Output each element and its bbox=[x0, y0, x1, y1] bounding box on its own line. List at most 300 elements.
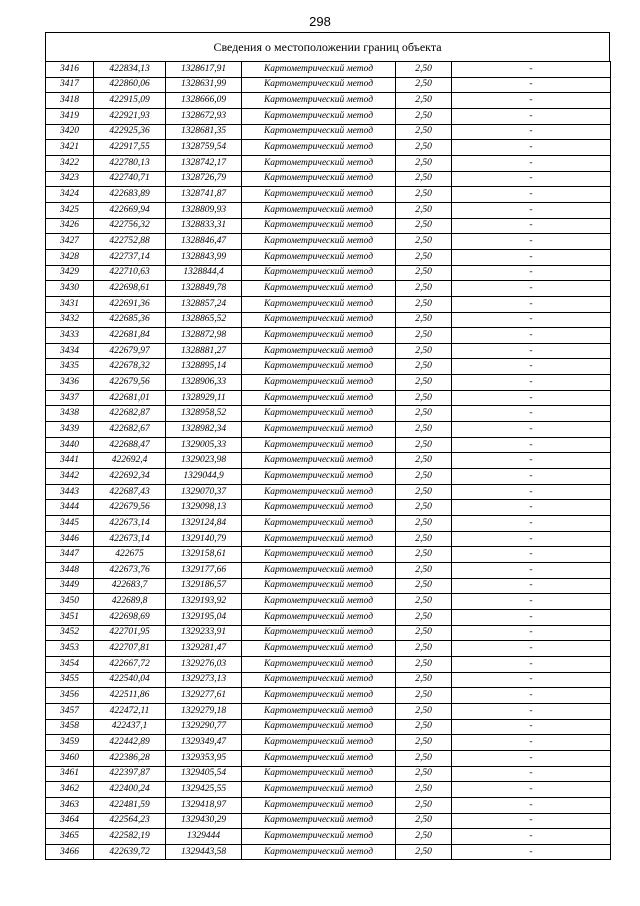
x-coordinate-cell: 422472,11 bbox=[94, 703, 166, 719]
x-coordinate-cell: 422582,19 bbox=[94, 829, 166, 845]
point-number-cell: 3444 bbox=[46, 500, 94, 516]
x-coordinate-cell: 422692,4 bbox=[94, 453, 166, 469]
accuracy-cell: 2,50 bbox=[396, 202, 452, 218]
table-row bbox=[46, 735, 611, 751]
description-cell: - bbox=[452, 656, 611, 672]
x-coordinate-cell: 422397,87 bbox=[94, 766, 166, 782]
method-cell: Картометрический метод bbox=[242, 500, 396, 516]
point-number-cell: 3446 bbox=[46, 531, 94, 547]
x-coordinate-cell: 422860,06 bbox=[94, 77, 166, 93]
y-coordinate-cell: 1329098,13 bbox=[166, 500, 242, 516]
accuracy-cell: 2,50 bbox=[396, 296, 452, 312]
description-cell: - bbox=[452, 265, 611, 281]
table-row bbox=[46, 531, 611, 547]
x-coordinate-cell: 422710,63 bbox=[94, 265, 166, 281]
description-cell: - bbox=[452, 422, 611, 438]
y-coordinate-cell: 1328895,14 bbox=[166, 359, 242, 375]
table-row bbox=[46, 469, 611, 485]
table-row bbox=[46, 202, 611, 218]
table-row bbox=[46, 155, 611, 171]
point-number-cell: 3433 bbox=[46, 328, 94, 344]
point-number-cell: 3458 bbox=[46, 719, 94, 735]
accuracy-cell: 2,50 bbox=[396, 390, 452, 406]
accuracy-cell: 2,50 bbox=[396, 328, 452, 344]
point-number-cell: 3420 bbox=[46, 124, 94, 140]
description-cell: - bbox=[452, 641, 611, 657]
point-number-cell: 3456 bbox=[46, 688, 94, 704]
description-cell: - bbox=[452, 563, 611, 579]
accuracy-cell: 2,50 bbox=[396, 641, 452, 657]
description-cell: - bbox=[452, 296, 611, 312]
accuracy-cell: 2,50 bbox=[396, 437, 452, 453]
description-cell: - bbox=[452, 719, 611, 735]
x-coordinate-cell: 422689,8 bbox=[94, 594, 166, 610]
method-cell: Картометрический метод bbox=[242, 782, 396, 798]
description-cell: - bbox=[452, 688, 611, 704]
accuracy-cell: 2,50 bbox=[396, 406, 452, 422]
y-coordinate-cell: 1328742,17 bbox=[166, 155, 242, 171]
point-number-cell: 3442 bbox=[46, 469, 94, 485]
point-number-cell: 3445 bbox=[46, 516, 94, 532]
point-number-cell: 3439 bbox=[46, 422, 94, 438]
x-coordinate-cell: 422915,09 bbox=[94, 93, 166, 109]
x-coordinate-cell: 422540,04 bbox=[94, 672, 166, 688]
y-coordinate-cell: 1328846,47 bbox=[166, 234, 242, 250]
description-cell: - bbox=[452, 750, 611, 766]
y-coordinate-cell: 1329186,57 bbox=[166, 578, 242, 594]
accuracy-cell: 2,50 bbox=[396, 829, 452, 845]
description-cell: - bbox=[452, 93, 611, 109]
y-coordinate-cell: 1329023,98 bbox=[166, 453, 242, 469]
table-row bbox=[46, 641, 611, 657]
y-coordinate-cell: 1329405,54 bbox=[166, 766, 242, 782]
y-coordinate-cell: 1329158,61 bbox=[166, 547, 242, 563]
point-number-cell: 3451 bbox=[46, 609, 94, 625]
description-cell: - bbox=[452, 829, 611, 845]
point-number-cell: 3450 bbox=[46, 594, 94, 610]
y-coordinate-cell: 1328843,99 bbox=[166, 249, 242, 265]
y-coordinate-cell: 1328809,93 bbox=[166, 202, 242, 218]
accuracy-cell: 2,50 bbox=[396, 813, 452, 829]
accuracy-cell: 2,50 bbox=[396, 594, 452, 610]
x-coordinate-cell: 422667,72 bbox=[94, 656, 166, 672]
point-number-cell: 3426 bbox=[46, 218, 94, 234]
y-coordinate-cell: 1328881,27 bbox=[166, 343, 242, 359]
point-number-cell: 3424 bbox=[46, 187, 94, 203]
method-cell: Картометрический метод bbox=[242, 296, 396, 312]
y-coordinate-cell: 1329353,95 bbox=[166, 750, 242, 766]
y-coordinate-cell: 1329177,66 bbox=[166, 563, 242, 579]
table-row bbox=[46, 594, 611, 610]
description-cell: - bbox=[452, 281, 611, 297]
y-coordinate-cell: 1329124,84 bbox=[166, 516, 242, 532]
method-cell: Картометрический метод bbox=[242, 516, 396, 532]
x-coordinate-cell: 422682,67 bbox=[94, 422, 166, 438]
y-coordinate-cell: 1329425,55 bbox=[166, 782, 242, 798]
method-cell: Картометрический метод bbox=[242, 390, 396, 406]
accuracy-cell: 2,50 bbox=[396, 375, 452, 391]
accuracy-cell: 2,50 bbox=[396, 218, 452, 234]
y-coordinate-cell: 1329276,03 bbox=[166, 656, 242, 672]
point-number-cell: 3466 bbox=[46, 844, 94, 860]
accuracy-cell: 2,50 bbox=[396, 93, 452, 109]
point-number-cell: 3440 bbox=[46, 437, 94, 453]
y-coordinate-cell: 1329444 bbox=[166, 829, 242, 845]
accuracy-cell: 2,50 bbox=[396, 672, 452, 688]
point-number-cell: 3448 bbox=[46, 563, 94, 579]
point-number-cell: 3430 bbox=[46, 281, 94, 297]
x-coordinate-cell: 422673,14 bbox=[94, 516, 166, 532]
description-cell: - bbox=[452, 343, 611, 359]
description-cell: - bbox=[452, 609, 611, 625]
point-number-cell: 3432 bbox=[46, 312, 94, 328]
point-number-cell: 3465 bbox=[46, 829, 94, 845]
method-cell: Картометрический метод bbox=[242, 688, 396, 704]
description-cell: - bbox=[452, 328, 611, 344]
x-coordinate-cell: 422921,93 bbox=[94, 108, 166, 124]
method-cell: Картометрический метод bbox=[242, 93, 396, 109]
x-coordinate-cell: 422917,55 bbox=[94, 140, 166, 156]
table-row bbox=[46, 108, 611, 124]
y-coordinate-cell: 1329349,47 bbox=[166, 735, 242, 751]
method-cell: Картометрический метод bbox=[242, 124, 396, 140]
table-row bbox=[46, 516, 611, 532]
accuracy-cell: 2,50 bbox=[396, 531, 452, 547]
x-coordinate-cell: 422834,13 bbox=[94, 62, 166, 78]
method-cell: Картометрический метод bbox=[242, 202, 396, 218]
method-cell: Картометрический метод bbox=[242, 187, 396, 203]
x-coordinate-cell: 422780,13 bbox=[94, 155, 166, 171]
table-row bbox=[46, 218, 611, 234]
x-coordinate-cell: 422639,72 bbox=[94, 844, 166, 860]
method-cell: Картометрический метод bbox=[242, 62, 396, 78]
point-number-cell: 3417 bbox=[46, 77, 94, 93]
x-coordinate-cell: 422692,34 bbox=[94, 469, 166, 485]
table-row bbox=[46, 813, 611, 829]
x-coordinate-cell: 422737,14 bbox=[94, 249, 166, 265]
accuracy-cell: 2,50 bbox=[396, 77, 452, 93]
x-coordinate-cell: 422682,87 bbox=[94, 406, 166, 422]
x-coordinate-cell: 422698,61 bbox=[94, 281, 166, 297]
description-cell: - bbox=[452, 406, 611, 422]
accuracy-cell: 2,50 bbox=[396, 453, 452, 469]
point-number-cell: 3434 bbox=[46, 343, 94, 359]
table-title: Сведения о местоположении границ объекта bbox=[45, 32, 610, 61]
point-number-cell: 3429 bbox=[46, 265, 94, 281]
accuracy-cell: 2,50 bbox=[396, 124, 452, 140]
x-coordinate-cell: 422698,69 bbox=[94, 609, 166, 625]
coordinates-table-body bbox=[46, 62, 611, 860]
description-cell: - bbox=[452, 594, 611, 610]
accuracy-cell: 2,50 bbox=[396, 469, 452, 485]
table-row bbox=[46, 719, 611, 735]
x-coordinate-cell: 422481,59 bbox=[94, 797, 166, 813]
table-row bbox=[46, 359, 611, 375]
description-cell: - bbox=[452, 782, 611, 798]
point-number-cell: 3423 bbox=[46, 171, 94, 187]
table-row bbox=[46, 390, 611, 406]
description-cell: - bbox=[452, 500, 611, 516]
description-cell: - bbox=[452, 547, 611, 563]
description-cell: - bbox=[452, 218, 611, 234]
point-number-cell: 3457 bbox=[46, 703, 94, 719]
y-coordinate-cell: 1328872,98 bbox=[166, 328, 242, 344]
y-coordinate-cell: 1328759,54 bbox=[166, 140, 242, 156]
method-cell: Картометрический метод bbox=[242, 359, 396, 375]
x-coordinate-cell: 422752,88 bbox=[94, 234, 166, 250]
description-cell: - bbox=[452, 312, 611, 328]
description-cell: - bbox=[452, 531, 611, 547]
y-coordinate-cell: 1329277,61 bbox=[166, 688, 242, 704]
accuracy-cell: 2,50 bbox=[396, 766, 452, 782]
point-number-cell: 3435 bbox=[46, 359, 94, 375]
method-cell: Картометрический метод bbox=[242, 719, 396, 735]
description-cell: - bbox=[452, 375, 611, 391]
table-row bbox=[46, 797, 611, 813]
accuracy-cell: 2,50 bbox=[396, 312, 452, 328]
accuracy-cell: 2,50 bbox=[396, 265, 452, 281]
point-number-cell: 3454 bbox=[46, 656, 94, 672]
method-cell: Картометрический метод bbox=[242, 328, 396, 344]
page-number: 298 bbox=[309, 14, 331, 29]
description-cell: - bbox=[452, 484, 611, 500]
accuracy-cell: 2,50 bbox=[396, 578, 452, 594]
method-cell: Картометрический метод bbox=[242, 766, 396, 782]
table-row bbox=[46, 281, 611, 297]
table-row bbox=[46, 625, 611, 641]
table-row bbox=[46, 249, 611, 265]
table-row bbox=[46, 234, 611, 250]
method-cell: Картометрический метод bbox=[242, 750, 396, 766]
table-row bbox=[46, 296, 611, 312]
method-cell: Картометрический метод bbox=[242, 375, 396, 391]
point-number-cell: 3453 bbox=[46, 641, 94, 657]
x-coordinate-cell: 422683,7 bbox=[94, 578, 166, 594]
y-coordinate-cell: 1329233,91 bbox=[166, 625, 242, 641]
table-row bbox=[46, 578, 611, 594]
y-coordinate-cell: 1329279,18 bbox=[166, 703, 242, 719]
accuracy-cell: 2,50 bbox=[396, 422, 452, 438]
method-cell: Картометрический метод bbox=[242, 155, 396, 171]
method-cell: Картометрический метод bbox=[242, 469, 396, 485]
coordinates-table bbox=[45, 61, 611, 860]
point-number-cell: 3437 bbox=[46, 390, 94, 406]
table-row bbox=[46, 406, 611, 422]
description-cell: - bbox=[452, 516, 611, 532]
method-cell: Картометрический метод bbox=[242, 77, 396, 93]
y-coordinate-cell: 1329430,29 bbox=[166, 813, 242, 829]
accuracy-cell: 2,50 bbox=[396, 797, 452, 813]
method-cell: Картометрический метод bbox=[242, 844, 396, 860]
method-cell: Картометрический метод bbox=[242, 484, 396, 500]
description-cell: - bbox=[452, 155, 611, 171]
x-coordinate-cell: 422679,97 bbox=[94, 343, 166, 359]
description-cell: - bbox=[452, 437, 611, 453]
method-cell: Картометрический метод bbox=[242, 281, 396, 297]
x-coordinate-cell: 422756,32 bbox=[94, 218, 166, 234]
y-coordinate-cell: 1328631,99 bbox=[166, 77, 242, 93]
y-coordinate-cell: 1328844,4 bbox=[166, 265, 242, 281]
x-coordinate-cell: 422386,28 bbox=[94, 750, 166, 766]
y-coordinate-cell: 1329281,47 bbox=[166, 641, 242, 657]
table-row bbox=[46, 93, 611, 109]
x-coordinate-cell: 422400,24 bbox=[94, 782, 166, 798]
x-coordinate-cell: 422681,01 bbox=[94, 390, 166, 406]
description-cell: - bbox=[452, 390, 611, 406]
accuracy-cell: 2,50 bbox=[396, 155, 452, 171]
point-number-cell: 3455 bbox=[46, 672, 94, 688]
point-number-cell: 3464 bbox=[46, 813, 94, 829]
description-cell: - bbox=[452, 844, 611, 860]
description-cell: - bbox=[452, 797, 611, 813]
x-coordinate-cell: 422437,1 bbox=[94, 719, 166, 735]
y-coordinate-cell: 1329273,13 bbox=[166, 672, 242, 688]
x-coordinate-cell: 422678,32 bbox=[94, 359, 166, 375]
x-coordinate-cell: 422701,95 bbox=[94, 625, 166, 641]
table-row bbox=[46, 265, 611, 281]
description-cell: - bbox=[452, 171, 611, 187]
y-coordinate-cell: 1329193,92 bbox=[166, 594, 242, 610]
table-row bbox=[46, 343, 611, 359]
y-coordinate-cell: 1328865,52 bbox=[166, 312, 242, 328]
method-cell: Картометрический метод bbox=[242, 140, 396, 156]
accuracy-cell: 2,50 bbox=[396, 500, 452, 516]
table-row bbox=[46, 656, 611, 672]
y-coordinate-cell: 1328833,31 bbox=[166, 218, 242, 234]
point-number-cell: 3461 bbox=[46, 766, 94, 782]
accuracy-cell: 2,50 bbox=[396, 484, 452, 500]
point-number-cell: 3459 bbox=[46, 735, 94, 751]
x-coordinate-cell: 422925,36 bbox=[94, 124, 166, 140]
description-cell: - bbox=[452, 469, 611, 485]
x-coordinate-cell: 422688,47 bbox=[94, 437, 166, 453]
table-row bbox=[46, 484, 611, 500]
method-cell: Картометрический метод bbox=[242, 406, 396, 422]
y-coordinate-cell: 1328666,09 bbox=[166, 93, 242, 109]
y-coordinate-cell: 1328929,11 bbox=[166, 390, 242, 406]
x-coordinate-cell: 422511,86 bbox=[94, 688, 166, 704]
table-row bbox=[46, 609, 611, 625]
x-coordinate-cell: 422707,81 bbox=[94, 641, 166, 657]
description-cell: - bbox=[452, 124, 611, 140]
method-cell: Картометрический метод bbox=[242, 218, 396, 234]
accuracy-cell: 2,50 bbox=[396, 249, 452, 265]
y-coordinate-cell: 1329005,33 bbox=[166, 437, 242, 453]
table-row bbox=[46, 500, 611, 516]
y-coordinate-cell: 1328857,24 bbox=[166, 296, 242, 312]
accuracy-cell: 2,50 bbox=[396, 547, 452, 563]
point-number-cell: 3449 bbox=[46, 578, 94, 594]
point-number-cell: 3427 bbox=[46, 234, 94, 250]
x-coordinate-cell: 422687,43 bbox=[94, 484, 166, 500]
accuracy-cell: 2,50 bbox=[396, 281, 452, 297]
method-cell: Картометрический метод bbox=[242, 312, 396, 328]
point-number-cell: 3421 bbox=[46, 140, 94, 156]
method-cell: Картометрический метод bbox=[242, 108, 396, 124]
x-coordinate-cell: 422679,56 bbox=[94, 375, 166, 391]
method-cell: Картометрический метод bbox=[242, 563, 396, 579]
table-row bbox=[46, 547, 611, 563]
table-row bbox=[46, 672, 611, 688]
y-coordinate-cell: 1328906,33 bbox=[166, 375, 242, 391]
table-row bbox=[46, 375, 611, 391]
description-cell: - bbox=[452, 625, 611, 641]
accuracy-cell: 2,50 bbox=[396, 844, 452, 860]
table-row bbox=[46, 187, 611, 203]
table-row bbox=[46, 328, 611, 344]
x-coordinate-cell: 422564,23 bbox=[94, 813, 166, 829]
method-cell: Картометрический метод bbox=[242, 547, 396, 563]
accuracy-cell: 2,50 bbox=[396, 625, 452, 641]
method-cell: Картометрический метод bbox=[242, 422, 396, 438]
table-row bbox=[46, 77, 611, 93]
point-number-cell: 3425 bbox=[46, 202, 94, 218]
point-number-cell: 3462 bbox=[46, 782, 94, 798]
point-number-cell: 3416 bbox=[46, 62, 94, 78]
description-cell: - bbox=[452, 813, 611, 829]
accuracy-cell: 2,50 bbox=[396, 688, 452, 704]
method-cell: Картометрический метод bbox=[242, 437, 396, 453]
accuracy-cell: 2,50 bbox=[396, 656, 452, 672]
point-number-cell: 3438 bbox=[46, 406, 94, 422]
y-coordinate-cell: 1328681,35 bbox=[166, 124, 242, 140]
y-coordinate-cell: 1329418,97 bbox=[166, 797, 242, 813]
accuracy-cell: 2,50 bbox=[396, 735, 452, 751]
accuracy-cell: 2,50 bbox=[396, 140, 452, 156]
table-row bbox=[46, 171, 611, 187]
y-coordinate-cell: 1329140,79 bbox=[166, 531, 242, 547]
point-number-cell: 3418 bbox=[46, 93, 94, 109]
y-coordinate-cell: 1329195,04 bbox=[166, 609, 242, 625]
method-cell: Картометрический метод bbox=[242, 343, 396, 359]
table-row bbox=[46, 62, 611, 78]
point-number-cell: 3431 bbox=[46, 296, 94, 312]
table-row bbox=[46, 140, 611, 156]
description-cell: - bbox=[452, 62, 611, 78]
description-cell: - bbox=[452, 187, 611, 203]
method-cell: Картометрический метод bbox=[242, 594, 396, 610]
boundary-table-sheet bbox=[45, 32, 610, 860]
x-coordinate-cell: 422669,94 bbox=[94, 202, 166, 218]
description-cell: - bbox=[452, 108, 611, 124]
method-cell: Картометрический метод bbox=[242, 453, 396, 469]
accuracy-cell: 2,50 bbox=[396, 703, 452, 719]
y-coordinate-cell: 1329070,37 bbox=[166, 484, 242, 500]
point-number-cell: 3463 bbox=[46, 797, 94, 813]
y-coordinate-cell: 1328672,93 bbox=[166, 108, 242, 124]
y-coordinate-cell: 1329044,9 bbox=[166, 469, 242, 485]
accuracy-cell: 2,50 bbox=[396, 187, 452, 203]
point-number-cell: 3436 bbox=[46, 375, 94, 391]
description-cell: - bbox=[452, 77, 611, 93]
accuracy-cell: 2,50 bbox=[396, 563, 452, 579]
method-cell: Картометрический метод bbox=[242, 703, 396, 719]
method-cell: Картометрический метод bbox=[242, 171, 396, 187]
y-coordinate-cell: 1328958,52 bbox=[166, 406, 242, 422]
method-cell: Картометрический метод bbox=[242, 829, 396, 845]
method-cell: Картометрический метод bbox=[242, 625, 396, 641]
x-coordinate-cell: 422683,89 bbox=[94, 187, 166, 203]
method-cell: Картометрический метод bbox=[242, 656, 396, 672]
y-coordinate-cell: 1329290,77 bbox=[166, 719, 242, 735]
accuracy-cell: 2,50 bbox=[396, 171, 452, 187]
x-coordinate-cell: 422673,14 bbox=[94, 531, 166, 547]
method-cell: Картометрический метод bbox=[242, 813, 396, 829]
x-coordinate-cell: 422685,36 bbox=[94, 312, 166, 328]
x-coordinate-cell: 422673,76 bbox=[94, 563, 166, 579]
description-cell: - bbox=[452, 202, 611, 218]
y-coordinate-cell: 1328849,78 bbox=[166, 281, 242, 297]
